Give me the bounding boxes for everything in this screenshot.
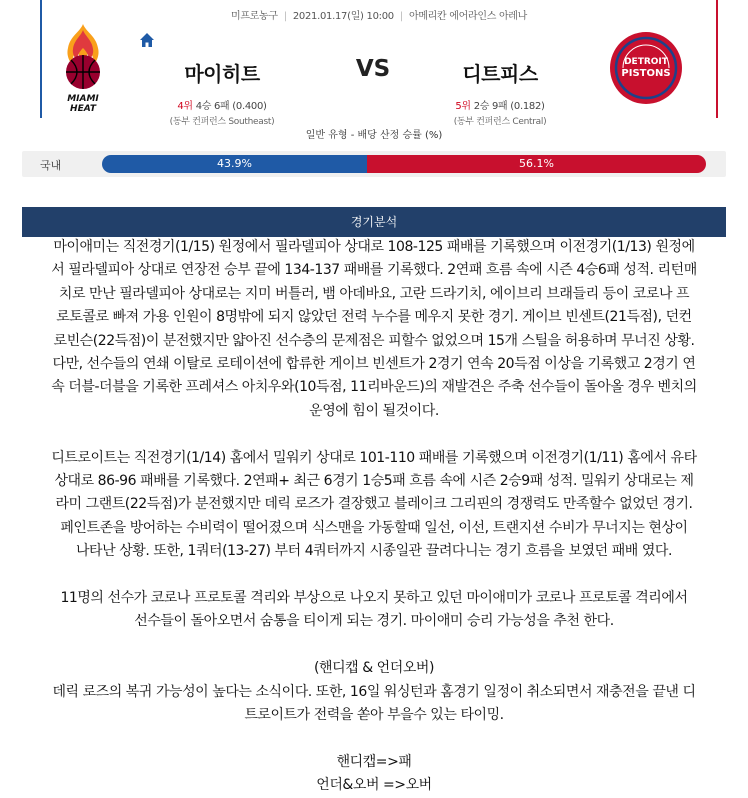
away-team-record — [430, 97, 570, 112]
analysis-line: 운영에 힘이 될것이다. — [309, 402, 439, 419]
home-team-record — [152, 97, 292, 112]
away-team[interactable] — [430, 58, 570, 127]
analysis-line: 로빈슨(22득점)이 분전했지만 얇아진 선수층의 문제점은 피할수 없었으며 15개 스틸을 허용하며 무너진 상황. — [53, 332, 695, 349]
analysis-line: 페인트존을 방어하는 수비력이 떨어졌으며 식스맨을 가동할때 일선, 이선, 트랜지션 수비가 무너지는 현상이 — [60, 519, 688, 536]
match-header-card — [40, 0, 718, 127]
pistons-logo-text-1: DETROIT — [624, 57, 668, 67]
analysis-line: 나타난 상황. 또한, 1쿼터(13-27) 부터 4쿼터까지 시종일관 끌려다니는 경기 흐름을 보였던 패배 였다. — [75, 543, 673, 560]
handicap-header: (핸디캡 & 언더오버) — [313, 660, 434, 677]
analysis-header: 경기분석 — [22, 207, 726, 237]
analysis-line: 디트로이트는 직전경기(1/14) 홈에서 밀워키 상대로 101-110 패배를 기록했으며 이전경기(1/11) 홈에서 유타 — [51, 449, 697, 466]
analysis-body — [12, 236, 736, 798]
home-icon[interactable] — [139, 32, 155, 48]
handicap-analysis — [12, 657, 736, 727]
heat-logo-text-2: HEAT — [70, 104, 96, 114]
odds-row-label: 국내 — [40, 159, 62, 172]
away-team-winloss: 2승 9패 (0.182) — [473, 101, 545, 112]
vs-label: VS — [355, 56, 391, 82]
odds-bar-row — [22, 151, 726, 177]
away-team-rank: 5위 — [455, 101, 471, 112]
analysis-line: 서 필라델피아 상대로 연장전 승부 끝에 134-137 패배를 기록했다. 2연패 흐름 속에 시즌 4승6패 성적. 리턴매 — [51, 262, 697, 279]
home-win-pct: 43.9% — [217, 157, 252, 170]
away-team-name[interactable]: 디트피스 — [462, 62, 538, 86]
away-win-pct: 56.1% — [519, 157, 554, 170]
heat-logo-text-1: MIAMI — [67, 94, 99, 104]
heat-analysis — [12, 236, 736, 423]
home-team-winloss: 4승 6패 (0.400) — [195, 101, 267, 112]
home-team-conference: (동부 컨퍼런스 Southeast) — [169, 117, 275, 127]
pick-underover: 언더&오버 =>오버 — [316, 777, 432, 794]
analysis-line: 마이애미는 직전경기(1/15) 원정에서 필라델피아 상대로 108-125 패배를 기록했으며 이전경기(1/13) 원정에 — [53, 239, 695, 255]
home-team[interactable] — [152, 58, 292, 127]
home-team-rank: 4위 — [177, 101, 193, 112]
match-meta: 미프로농구 | 2021.01.17(일) 10:00 | 아메리칸 에어라인스 아레나 — [40, 7, 718, 22]
analysis-line: 선수들이 돌아오면서 숨통을 티이게 되는 경기. 마이애미 승리 가능성을 추천 한다. — [134, 613, 614, 630]
analysis-line: 라미 그랜트(22득점)가 분전했지만 데릭 로즈가 결장했고 블레이크 그리핀의 경쟁력도 만족할수 없었던 경기. — [55, 496, 693, 513]
pistons-logo — [608, 30, 684, 106]
analysis-line: 로토콜로 빠져 가용 인원이 8명밖에 되지 않았던 전력 누수를 메우지 못한 경기. 게이브 빈센트(21득점), 던컨 — [56, 309, 692, 326]
heat-logo — [50, 22, 116, 112]
analysis-line: 치로 만난 필라델피아 상대로는 지미 버틀러, 뱀 아데바요, 고란 드라기치, 에이브리 브래들리 등이 코로나 프 — [58, 285, 690, 302]
pistons-analysis — [12, 447, 736, 564]
analysis-line: 데릭 로즈의 복귀 가능성이 높다는 소식이다. 또한, 16일 워싱턴과 홈경기 일정이 취소되면서 재충전을 끝낸 디 — [52, 683, 696, 700]
analysis-line: 속 더블-더블을 기록한 프레셔스 아치우와(10득점, 11리바운드)의 재발견은 주축 선수들이 돌아올 경우 벤치의 — [51, 379, 697, 396]
away-team-conference: (동부 컨퍼런스 Central) — [453, 117, 547, 127]
league-label: 미프로농구 — [230, 11, 278, 22]
analysis-line: 다만, 선수들의 연쇄 이탈로 로테이션에 합류한 게이브 빈센트가 2경기 연속 20득점 이상을 기록했고 2경기 연 — [52, 356, 696, 373]
match-datetime: 2021.01.17(일) 10:00 — [292, 11, 394, 22]
pistons-logo-text-2: PISTONS — [621, 68, 671, 79]
odds-title: 일반 유형 - 배당 산정 승률 (%) — [305, 130, 443, 141]
home-team-name[interactable]: 마이히트 — [184, 62, 260, 86]
away-win-bar — [367, 155, 706, 173]
match-venue: 아메리칸 에어라인스 아레나 — [408, 11, 528, 22]
analysis-line: 상대로 86-96 패배를 기록했다. 2연패+ 최근 6경기 1승5패 흐름 속에 시즌 2승9패 성적. 밀워키 상대로는 제 — [54, 473, 694, 490]
analysis-line: 트로이트가 전력을 쏟아 부을수 있는 타이밍. — [244, 707, 504, 724]
home-win-bar — [102, 155, 367, 173]
analysis-line: 11명의 선수가 코로나 프로토콜 격리와 부상으로 나오지 못하고 있던 마이애미가 코로나 프로토콜 격리에서 — [60, 590, 688, 607]
pick-handicap: 핸디캡=>패 — [336, 753, 412, 770]
summary-analysis — [12, 587, 736, 634]
